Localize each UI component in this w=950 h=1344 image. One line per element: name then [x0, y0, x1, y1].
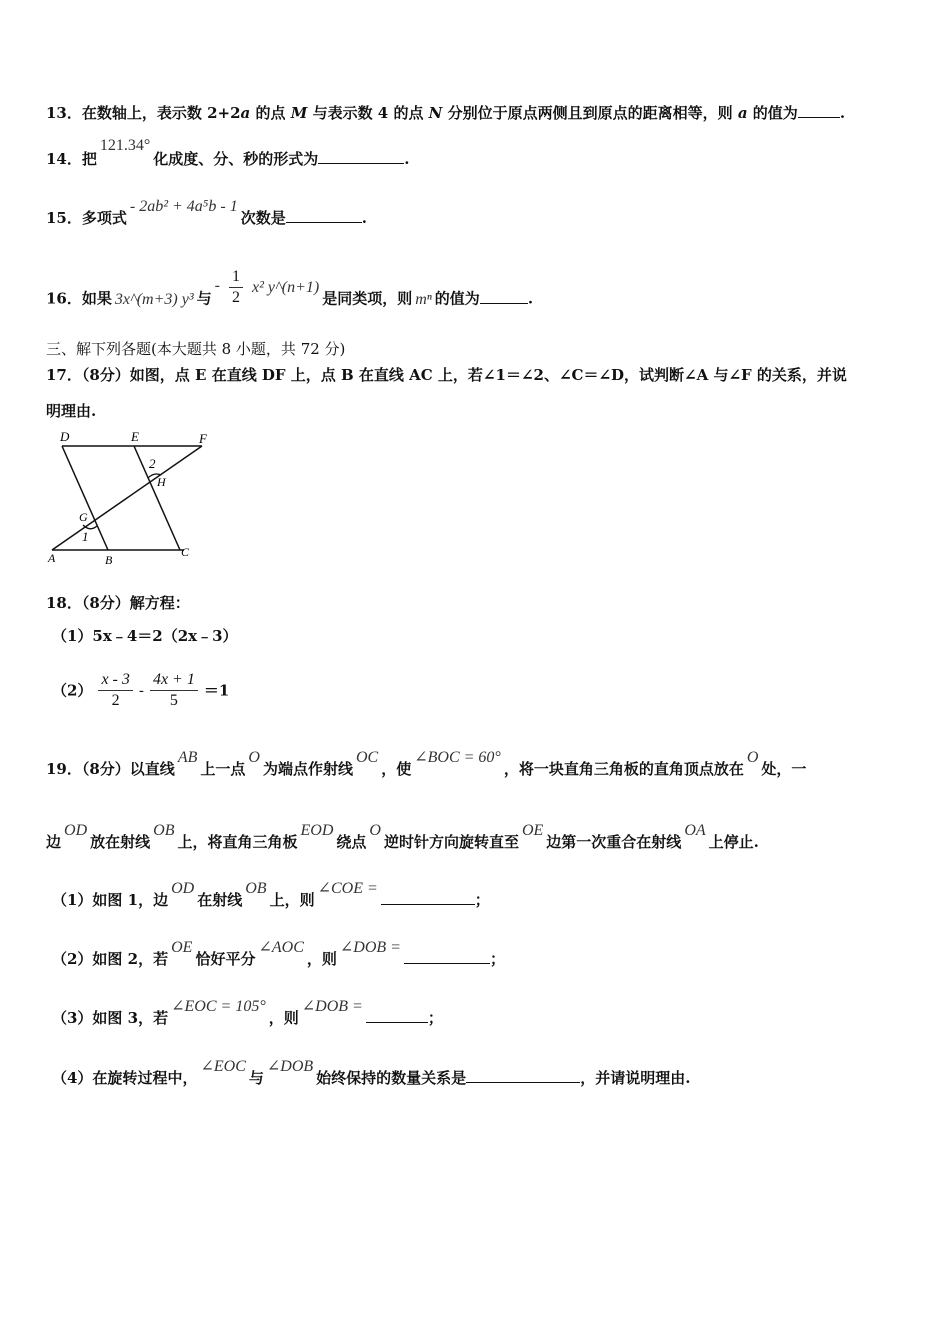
q13-text-2: 的点 [250, 104, 291, 122]
q18-fraction-2 [150, 670, 198, 711]
label-1: 1 [82, 529, 89, 544]
q19-text-4: ，使 [381, 760, 412, 778]
question-19-line-1 [46, 749, 910, 781]
q19-text-5: ，将一块直角三角板的直角顶点放在 [503, 760, 744, 778]
q19-text: 19．（8分）以直线 [46, 760, 175, 778]
q19-p4-end: ，并请说明理由. [580, 1069, 691, 1087]
answer-blank-14[interactable] [318, 148, 404, 164]
q13-text-5: 的值为 [747, 104, 798, 122]
q16-math-power: mⁿ [415, 290, 432, 308]
question-14 [46, 137, 910, 171]
q19-p1-math-OB: OB [245, 880, 267, 897]
line-AF [52, 446, 202, 550]
q18-part-2-label: （2） [52, 681, 93, 700]
q19-p4-text-3: 始终保持的数量关系是 [316, 1069, 467, 1087]
q16-end: . [527, 289, 534, 308]
label-E: E [131, 429, 139, 444]
q16-math-term-1: 3x^(m+3) y³ [114, 290, 194, 308]
section-3-heading: 三、解下列各题(本大题共 8 小题，共 72 分) [46, 340, 346, 358]
q18-fraction-1-den: 2 [111, 692, 120, 709]
q19-text-3: 为端点作射线 [262, 760, 353, 778]
q19-text-12: 边第一次重合在射线 [546, 833, 682, 851]
q19-text-9: 上，将直角三角板 [177, 833, 298, 851]
q13-text-4: 分别位于原点两侧且到原点的距离相等，则 [442, 104, 738, 122]
q19-math-O: O [248, 749, 260, 766]
q19-math-OA: OA [684, 822, 706, 839]
q13-var-N: N [428, 104, 443, 122]
q15-text: 15．多项式 [46, 209, 127, 227]
answer-blank-19-2[interactable] [404, 948, 490, 964]
q19-p2-text: （2）如图 2，若 [52, 950, 169, 968]
q19-p3-text-2: ，则 [268, 1009, 299, 1027]
question-17-line-1: 17．（8分）如图，点 E 在直线 DF 上，点 B 在直线 AC 上，若∠1＝∠2、∠C＝∠D，试判断∠A 与∠F 的关系，并说 [46, 366, 847, 384]
q19-math-O-3: O [369, 822, 381, 839]
q16-text-3: 是同类项，则 [322, 289, 413, 308]
q19-p3-end: ； [427, 1009, 443, 1027]
q19-p1-end: ； [474, 891, 490, 909]
q16-math-term-2: x² y^(n+1) [251, 278, 320, 296]
q14-math-angle: 121.34° [99, 137, 151, 154]
q19-math-OB: OB [153, 822, 175, 839]
answer-blank-19-4[interactable] [466, 1067, 580, 1083]
q19-math-OE: OE [521, 822, 544, 839]
q19-text-6: 处，一 [761, 760, 807, 778]
q18-equals: ＝1 [203, 681, 230, 700]
q19-p2-text-3: ，则 [306, 950, 337, 968]
q19-text-11: 逆时针方向旋转直至 [383, 833, 519, 851]
q19-p4-text: （4）在旋转过程中， [52, 1069, 198, 1087]
q14-end: . [404, 150, 410, 168]
line-EC [134, 446, 180, 550]
q19-p2-text-2: 恰好平分 [195, 950, 256, 968]
question-18-part-2 [52, 670, 910, 711]
q16-text: 16．如果 [46, 289, 112, 308]
answer-blank-16[interactable] [480, 288, 528, 304]
label-F: F [199, 431, 207, 446]
q15-text-2: 次数是 [240, 209, 286, 227]
q19-p2-math-AOC: ∠AOC [258, 939, 304, 956]
question-13 [46, 102, 910, 124]
q19-p1-math-COE: ∠COE = [317, 880, 378, 897]
q19-text-13: 上停止. [708, 833, 759, 851]
label-H: H [157, 475, 166, 489]
label-A: A [48, 551, 56, 565]
q19-p4-text-2: 与 [248, 1069, 264, 1087]
q14-text-2: 化成度、分、秒的形式为 [153, 150, 319, 168]
q19-math-O-2: O [746, 749, 759, 766]
figure-17-diagram [44, 428, 224, 570]
q19-math-angle-BOC: ∠BOC = 60° [414, 749, 501, 766]
q16-text-2: 与 [196, 289, 212, 308]
q13-var-M: M [290, 104, 308, 122]
label-B: B [105, 553, 113, 567]
q15-math-polynomial: - 2ab² + 4a⁵b - 1 [129, 198, 238, 215]
q19-text-2: 上一点 [200, 760, 246, 778]
q16-fraction [229, 267, 243, 308]
q14-text: 14．把 [46, 150, 97, 168]
q16-text-4: 的值为 [434, 289, 480, 308]
q19-p1-text-2: 在射线 [197, 891, 243, 909]
q19-math-EOD: EOD [300, 822, 334, 839]
question-19-part-1 [52, 880, 910, 912]
q18-fraction-1-num: x - 3 [98, 670, 132, 691]
q15-end: . [361, 209, 367, 227]
q13-end: . [839, 104, 846, 122]
label-G: G [79, 510, 88, 524]
answer-blank-15[interactable] [286, 207, 362, 223]
q19-p2-math-OE: OE [171, 939, 193, 956]
question-19-line-2 [46, 822, 910, 854]
answer-blank-19-3[interactable] [366, 1007, 428, 1023]
q19-p3-math-EOC: ∠EOC = 105° [171, 998, 266, 1015]
q19-p3-math-DOB: ∠DOB = [301, 998, 363, 1015]
q19-text-8: 放在射线 [90, 833, 151, 851]
question-16 [46, 268, 910, 320]
answer-blank-19-1[interactable] [381, 889, 475, 905]
question-19-part-2 [52, 939, 910, 971]
q19-p2-math-DOB: ∠DOB = [339, 939, 401, 956]
q18-fraction-2-den: 5 [169, 692, 178, 709]
question-19-part-3 [52, 998, 910, 1030]
question-18-title: 18．（8分）解方程： [46, 594, 190, 612]
q16-fraction-den: 2 [231, 289, 240, 306]
q19-text-7: 边 [46, 833, 62, 851]
q19-math-AB: AB [177, 749, 198, 766]
q19-p1-text: （1）如图 1，边 [52, 891, 169, 909]
q16-minus-sign: - [214, 276, 220, 294]
answer-blank-13[interactable] [798, 102, 840, 118]
q19-p1-text-3: 上，则 [269, 891, 315, 909]
q13-var-a-2: a [737, 104, 748, 122]
q19-p4-math-EOC: ∠EOC [200, 1058, 246, 1075]
q18-fraction-2-num: 4x + 1 [150, 670, 198, 691]
label-C: C [181, 545, 190, 559]
q19-p3-text: （3）如图 3，若 [52, 1009, 169, 1027]
q19-p4-math-DOB: ∠DOB [266, 1058, 314, 1075]
q13-text-3: 与表示数 4 的点 [307, 104, 429, 122]
q18-fraction-1 [98, 670, 132, 711]
question-18-part-1: （1）5x﹣4＝2（2x﹣3） [52, 627, 238, 645]
question-15 [46, 198, 910, 230]
question-17-line-2: 明理由. [46, 402, 97, 420]
label-2: 2 [149, 456, 156, 471]
q19-text-10: 绕点 [336, 833, 367, 851]
question-19-part-4 [52, 1058, 910, 1090]
q19-math-OD: OD [64, 822, 88, 839]
q19-p1-math-OD: OD [171, 880, 195, 897]
q18-minus: - [138, 681, 144, 700]
q13-text: 13．在数轴上，表示数 2+2 [46, 104, 241, 122]
q16-fraction-num: 1 [229, 267, 243, 288]
q19-p2-end: ； [489, 950, 505, 968]
label-D: D [60, 429, 70, 444]
q13-var-a: a [240, 104, 251, 122]
q19-math-OC: OC [355, 749, 379, 766]
